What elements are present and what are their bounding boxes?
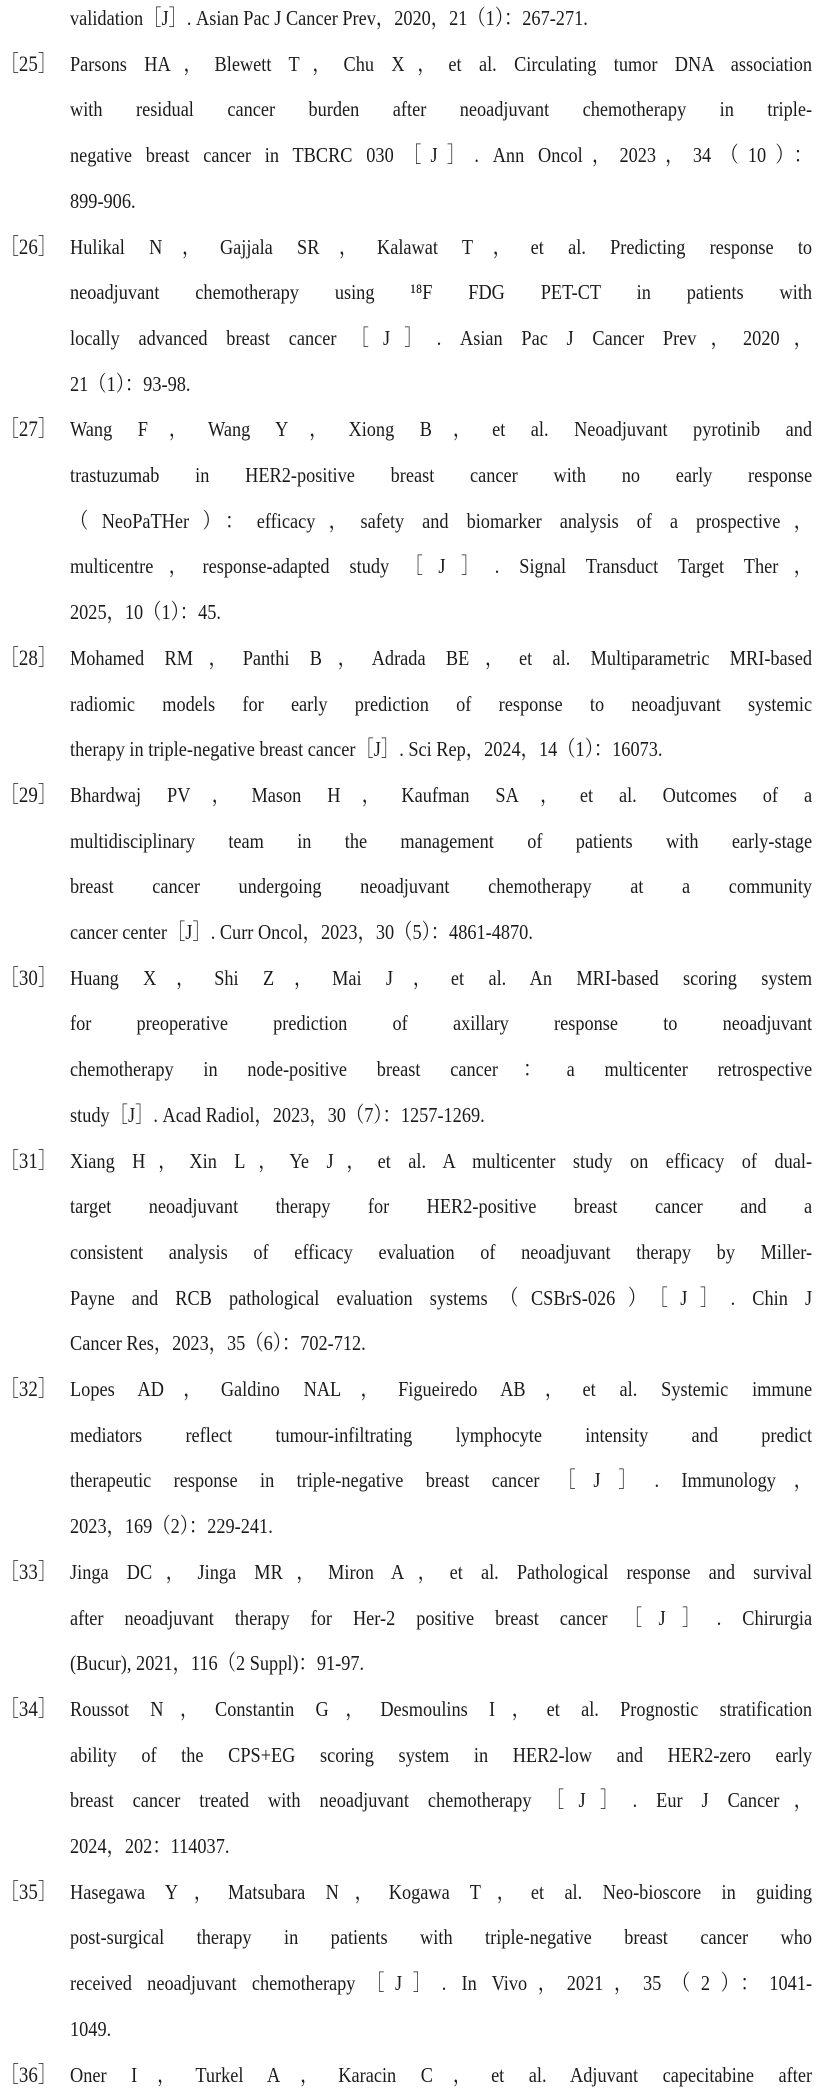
reference-line: after neoadjuvant therapy for Her-2 positive breast cancer［J］. Chirurgia bbox=[70, 1605, 813, 1630]
reference-number: ［26］ bbox=[0, 233, 57, 259]
reference-number: ［29］ bbox=[0, 781, 57, 807]
reference-line: breast cancer treated with neoadjuvant chemotherapy［J］. Eur J Cancer， bbox=[70, 1788, 813, 1813]
reference-line: cancer center［J］. Curr Oncol，2023，30（5）：4861-4870. bbox=[70, 920, 533, 944]
reference-line: with residual cancer burden after neoadjuvant chemotherapy in triple- bbox=[70, 97, 813, 122]
reference-line: Xiang H，Xin L，Ye J，et al. A multicenter study on efficacy of dual- bbox=[70, 1148, 813, 1173]
reference-line: 21（1）：93-98. bbox=[70, 371, 191, 396]
reference-number: ［30］ bbox=[0, 964, 57, 990]
reference-line: multicentre，response-adapted study［J］. Signal Transduct Target Ther， bbox=[70, 554, 813, 579]
reference-line: Bhardwaj PV，Mason H，Kaufman SA，et al. Outcomes of a bbox=[70, 782, 813, 807]
reference-line: therapy in triple-negative breast cancer［J］. Sci Rep，2024，14（1）：16073. bbox=[70, 737, 663, 762]
reference-line: chemotherapy in node-positive breast cancer：a multicenter retrospective bbox=[70, 1057, 813, 1082]
reference-line: received neoadjuvant chemotherapy［J］. In Vivo，2021，35（2）：1041- bbox=[70, 1971, 813, 1996]
reference-number: ［34］ bbox=[0, 1695, 57, 1721]
reference-line: multidisciplinary team in the management of patients with early-stage bbox=[70, 828, 813, 853]
reference-number: ［32］ bbox=[0, 1376, 57, 1401]
reference-line: Wang F，Wang Y，Xiong B，et al. Neoadjuvant pyrotinib and bbox=[70, 417, 813, 442]
reference-line: Hasegawa Y，Matsubara N，Kogawa T，et al. Neo-bioscore in guiding bbox=[70, 1879, 813, 1904]
reference-line: 899-906. bbox=[70, 188, 136, 213]
reference-line: mediators reflect tumour-infiltrating lymphocyte intensity and predict bbox=[70, 1422, 813, 1447]
reference-number: ［35］ bbox=[0, 1878, 57, 1904]
reference-line: trastuzumab in HER2-positive breast cancer with no early response bbox=[70, 463, 813, 487]
reference-line: Parsons HA，Blewett T，Chu X，et al. Circulating tumor DNA association bbox=[70, 51, 813, 76]
reference-line: Jinga DC，Jinga MR，Miron A，et al. Pathological response and survival bbox=[70, 1559, 813, 1584]
reference-line: 2024，202：114037. bbox=[70, 1834, 230, 1858]
reference-line: ability of the CPS+EG scoring system in HER2-low and HER2-zero early bbox=[70, 1742, 813, 1767]
reference-line: study［J］. Acad Radiol，2023，30（7）：1257-1269. bbox=[70, 1102, 485, 1127]
reference-line: Payne and RCB pathological evaluation systems（CSBrS-026）［J］. Chin J bbox=[70, 1285, 813, 1310]
reference-number: ［27］ bbox=[0, 416, 57, 442]
reference-line: Cancer Res，2023，35（6）：702-712. bbox=[70, 1331, 366, 1356]
reference-line: radiomic models for early prediction of response to neoadjuvant systemic bbox=[70, 691, 813, 716]
reference-line: validation［J］. Asian Pac J Cancer Prev，2020，21（1）：267-271. bbox=[70, 6, 588, 30]
reference-line: post-surgical therapy in patients with triple-negative breast cancer who bbox=[70, 1925, 813, 1950]
reference-line: breast cancer undergoing neoadjuvant chemotherapy at a community bbox=[70, 874, 813, 899]
reference-number: ［36］ bbox=[0, 2061, 57, 2087]
reference-line: （NeoPaTHer）：efficacy，safety and biomarker analysis of a prospective， bbox=[70, 508, 813, 533]
reference-line: negative breast cancer in TBCRC 030［J］. Ann Oncol，2023，34（10）： bbox=[70, 143, 813, 168]
reference-line: Mohamed RM，Panthi B，Adrada BE，et al. Multiparametric MRI-based bbox=[70, 645, 813, 670]
reference-line: 2023，169（2）：229-241. bbox=[70, 1514, 273, 1539]
reference-line: locally advanced breast cancer［J］. Asian Pac J Cancer Prev，2020， bbox=[70, 325, 813, 350]
reference-line: Hulikal N，Gajjala SR，Kalawat T，et al. Predicting response to bbox=[70, 234, 813, 259]
reference-line: neoadjuvant chemotherapy using ¹⁸F FDG PET-CT in patients with bbox=[70, 280, 813, 305]
reference-number: ［28］ bbox=[0, 644, 57, 670]
reference-number: ［33］ bbox=[0, 1558, 57, 1584]
reference-number: ［25］ bbox=[0, 50, 57, 76]
reference-line: 2025，10（1）：45. bbox=[70, 600, 221, 625]
reference-line: (Bucur), 2021，116（2 Suppl)：91-97. bbox=[70, 1651, 365, 1676]
reference-line: 1049. bbox=[70, 2016, 112, 2041]
reference-line: for preoperative prediction of axillary response to neoadjuvant bbox=[70, 1011, 813, 1036]
reference-line: therapeutic response in triple-negative breast cancer［J］. Immunology， bbox=[70, 1468, 813, 1493]
reference-line: Lopes AD，Galdino NAL，Figueiredo AB，et al. Systemic immune bbox=[70, 1377, 813, 1401]
reference-line: Oner I，Turkel A，Karacin C，et al. Adjuvant capecitabine after bbox=[70, 2062, 813, 2087]
reference-line: Roussot N，Constantin G，Desmoulins I，et al. Prognostic stratification bbox=[70, 1696, 813, 1721]
reference-number: ［31］ bbox=[0, 1147, 57, 1173]
reference-line: consistent analysis of efficacy evaluation of neoadjuvant therapy by Miller- bbox=[70, 1239, 813, 1264]
reference-line: target neoadjuvant therapy for HER2-positive breast cancer and a bbox=[70, 1194, 813, 1219]
reference-line: Huang X，Shi Z，Mai J，et al. An MRI-based scoring system bbox=[70, 965, 813, 990]
